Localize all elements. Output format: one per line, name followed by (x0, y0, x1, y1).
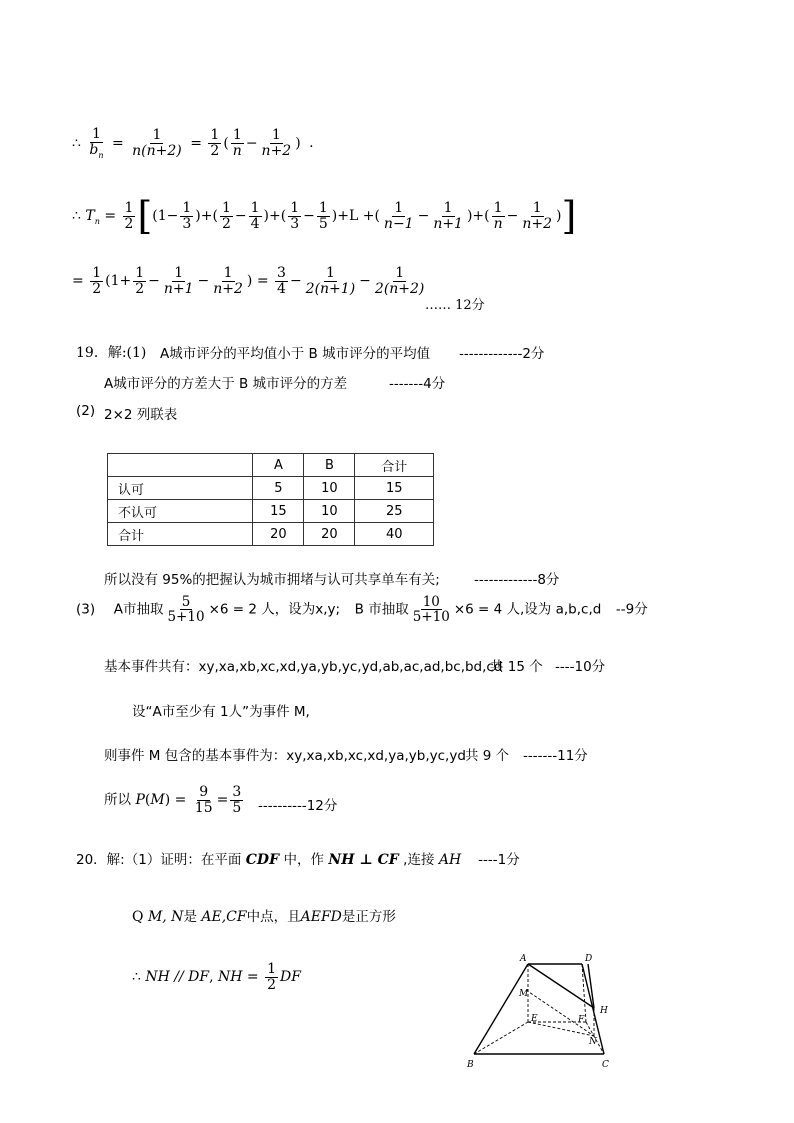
table-cell: 10 (304, 477, 355, 500)
q20-connect: ,连接 (403, 852, 435, 868)
table-cell: 认可 (108, 477, 253, 500)
q19-score-8: -------------8分 (474, 572, 560, 588)
q20-line2 (132, 905, 396, 925)
label-m: M (519, 989, 529, 999)
label-d: D (585, 954, 593, 964)
table-cell: A (253, 454, 304, 477)
table-cell: 不认可 (108, 500, 253, 523)
table-cell: 20 (253, 523, 304, 546)
q19-probability: 所以 P(M) = $\frac{9}{15}$ = $\frac{3}{5}$ (104, 784, 242, 816)
table-row (108, 454, 434, 477)
table-cell: 15 (253, 500, 304, 523)
q19-conclusion: 所以没有 95%的把握认为城市拥堵与认可共享单车有关; (104, 572, 440, 588)
q19-part3-a: A市抽取 (113, 601, 164, 618)
label-b: B (467, 1060, 474, 1070)
q20-aecf: AE,CF (201, 909, 247, 925)
q19-part3-c: B 市抽取 (354, 601, 409, 618)
q19-part2-label: (2) (76, 403, 96, 419)
q20-mn: M, N (147, 909, 184, 925)
table-cell: 15 (355, 477, 434, 500)
q20-line1 (76, 848, 520, 868)
eq-tn-result: = $\frac{1}{2}$ (1+ $\frac{1}{2}$ − $\frac{1}{n+1}$ − $\frac{1}{n+2}$ ) = $\frac{3}{4}$ − $\frac{1}{2(n+1)}$ − $\frac{1}{2(n+2)}$ (72, 265, 425, 297)
q19-score-4: -------4分 (389, 376, 446, 392)
table-row (108, 500, 434, 523)
label-c: C (602, 1060, 609, 1070)
q19-statement-2: A城市评分的方差大于 B 城市评分的方差 (104, 376, 348, 392)
q19-score-11: -------11分 (523, 748, 588, 764)
q20-perp: NH ⊥ CF (328, 852, 399, 868)
q20-midpoint: 中点，且 (246, 909, 301, 925)
table-row (108, 477, 434, 500)
therefore-symbol: ∴ (72, 135, 81, 152)
q20-ah: AH (438, 852, 462, 868)
table-cell: 合计 (355, 454, 434, 477)
table-cell: 25 (355, 500, 434, 523)
table-cell: B (304, 454, 355, 477)
q19-part3-d: 人,设为 a,b,c,d (506, 601, 602, 618)
eq-tn-sum: ∴ $T_n$ = $\frac{1}{2}$ [(1− $\frac{1}{3}$ )+( $\frac{1}{2}$ − $\frac{1}{4}$ )+( $\frac{1}{3}$ − $\frac{1}{5}$ )+L +( $\frac{1}{n-1}$ − $\frac{1}{n+1}$ )+( $\frac{1}{n}$ − $\frac{1}{n+2}$ )] (72, 194, 577, 238)
q19-score-2: -------------2分 (459, 346, 545, 362)
ellipsis-l: L (348, 208, 359, 224)
q20-aefd: AEFD (300, 909, 342, 925)
q19-score-12: ----------12分 (258, 798, 338, 814)
table-cell (108, 454, 253, 477)
q20-header: 20．解:（1）证明：在平面 (76, 852, 242, 868)
q20-is: 是 (183, 909, 197, 925)
q20-df: DF (280, 969, 301, 986)
table-cell: 20 (304, 523, 355, 546)
q19-prob-prefix: 所以 (104, 792, 131, 809)
q20-because: Q (132, 909, 144, 925)
label-n: N (589, 1037, 597, 1047)
q19-part3-label: (3) (76, 601, 96, 618)
q20-plane: CDF (245, 852, 280, 868)
q19-basic-events: 基本事件共有：xy,xa,xb,xc,xd,ya,yb,yc,yd,ab,ac,ad,bc,bd,cd (104, 659, 503, 675)
q20-score-1: ----1分 (478, 852, 520, 868)
table-cell: 10 (304, 500, 355, 523)
table-cell: 40 (355, 523, 434, 546)
q19-event-def: 设“A市至少有 1人”为事件 M, (132, 704, 310, 720)
q19-header: 19．解:(1) (76, 345, 147, 361)
table-row (108, 523, 434, 546)
q19-part2-title: 2×2 列联表 (104, 407, 178, 423)
q19-score-9: --9分 (615, 601, 648, 618)
label-h: H (600, 1006, 608, 1016)
q20-nh-eq: NH = (218, 969, 259, 986)
q20-mid: 中，作 (283, 852, 324, 868)
geometry-figure (462, 950, 622, 1072)
q19-event-list: 则事件 M 包含的基本事件为：xy,xa,xb,xc,xd,ya,yb,yc,yd (104, 748, 466, 764)
label-a: A (520, 954, 527, 964)
q20-square: 是正方形 (341, 909, 396, 925)
score-12: …… 12分 (425, 298, 485, 313)
table-cell: 5 (253, 477, 304, 500)
eq-bn-reciprocal: ∴ $\frac{1}{b_n}$ = $\frac{1}{n(n+2)}$ = $\frac{1}{2}$ ( $\frac{1}{n}$ − $\frac{1}{n+2}$ ) . (72, 126, 314, 160)
label-e: E (531, 1014, 538, 1024)
contingency-table (107, 453, 434, 546)
table-cell: 合计 (108, 523, 253, 546)
q20-line3: ∴ NH // DF, NH = $\frac{1}{2}$ DF (132, 961, 301, 993)
q20-nh-parallel: NH // DF (145, 969, 210, 986)
q19-part3-b: 人，设为x,y; (261, 601, 341, 618)
therefore-symbol: ∴ (72, 208, 81, 224)
q19-statement-1: A城市评分的平均值小于 B 城市评分的平均值 (160, 346, 431, 362)
label-f: F (578, 1015, 585, 1025)
q19-score-10: ----10分 (555, 659, 606, 675)
q19-part3: (3) A市抽取 $\frac{5}{5+10}$ ×6 = 2 人，设为x,y; B 市抽取 $\frac{10}{5+10}$ ×6 = 4 人,设为 a,b,c,d --9分 (76, 594, 648, 626)
therefore-symbol: ∴ (132, 969, 141, 986)
q19-event-count: 共 9 个 (465, 748, 510, 764)
q19-basic-count: 共 15 个 (490, 659, 543, 675)
